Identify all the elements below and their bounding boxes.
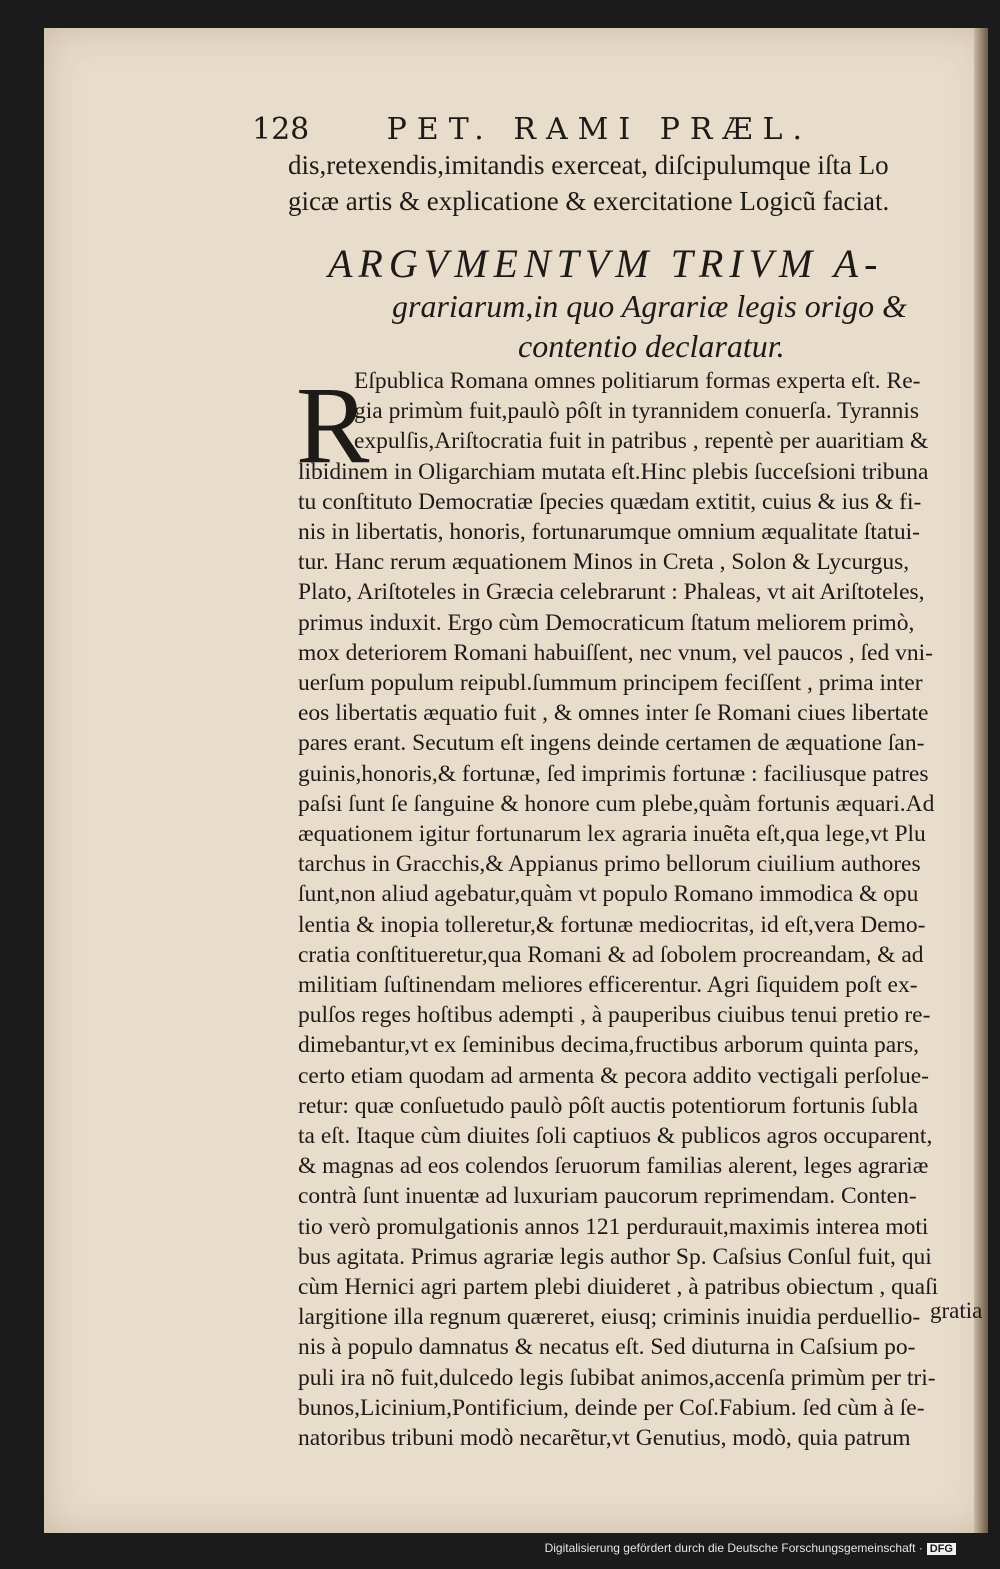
running-header xyxy=(252,112,812,147)
text-line: bunos,Licinium,Pontificium, deinde per Coſ.Fabium. ſed cùm à ſe- xyxy=(298,1394,925,1421)
text-line: Plato, Ariſtoteles in Græcia celebrarunt : Phaleas, vt ait Ariſtoteles, xyxy=(298,579,925,606)
text-line: pulſos reges hoſtibus adempti , à pauperibus ciuibus tenui pretio re- xyxy=(298,1002,931,1029)
text-line: bus agitata. Primus agrariæ legis author Sp. Caſsius Conſul fuit, qui xyxy=(298,1243,932,1270)
text-line: gia primùm fuit,paulò pôſt in tyrannidem conuerſa. Tyrannis xyxy=(354,398,920,425)
text-line: largitione illa regnum quæreret, eiusq; criminis inuidia perduellio- xyxy=(298,1304,921,1331)
dfg-logo: DFG xyxy=(927,1543,956,1555)
text-line: contrà ſunt inuentæ ad luxuriam paucorum reprimendam. Conten- xyxy=(298,1183,917,1210)
text-line: Eſpublica Romana omnes politiarum formas experta eſt. Re- xyxy=(354,368,921,394)
text-line: mox deteriorem Romani habuiſſent, nec vnum, vel paucos , ſed vni- xyxy=(298,639,933,666)
page-number: 128 xyxy=(252,112,310,147)
text-line: tur. Hanc rerum æquationem Minos in Creta , Solon & Lycurgus, xyxy=(298,549,910,576)
text-line: puli ira nõ fuit,dulcedo legis ſubibat animos,accenſa primùm per tri- xyxy=(298,1364,936,1391)
text-line: tarchus in Gracchis,& Appianus primo bellorum ciuilium authores xyxy=(298,851,921,878)
text-line: certo etiam quodam ad armenta & pecora addito vectigali perſolue- xyxy=(298,1062,929,1089)
text-line: paſsi ſunt ſe ſanguine & honore cum plebe,quàm fortunis æquari.Ad xyxy=(298,790,935,817)
text-line: dis,retexendis,imitandis exerceat, diſcipulumque iſta Lo xyxy=(288,150,889,180)
text-line: dimebantur,vt ex ſeminibus decima,fructibus arborum quinta pars, xyxy=(298,1032,919,1059)
text-line: nis in libertatis, honoris, fortunarumque omnium æqualitate ſtatui- xyxy=(298,519,920,545)
text-line: expulſis,Ariſtocratia fuit in patribus , repentè per auaritiam & xyxy=(354,428,929,455)
text-line: gicæ artis & explicatione & exercitatione Logicũ faciat. xyxy=(288,186,890,216)
text-line: tu conſtituto Democratiæ ſpecies quædam extitit, cuius & ius & fi- xyxy=(298,488,922,515)
text-line: æquationem igitur fortunarum lex agraria inuẽta eſt,qua lege,vt Plu xyxy=(298,821,926,847)
digitization-footer xyxy=(0,1541,1000,1563)
text-line: ſunt,non aliud agebatur,quàm vt populo Romano immodica & opu xyxy=(298,881,919,908)
text-line: uerſum populum reipubl.ſummum principem feciſſent , prima inter xyxy=(298,670,923,696)
text-line: ta eſt. Itaque cùm diuites ſoli captiuos & publicos agros occuparent, xyxy=(298,1123,933,1149)
section-heading-line-3: contentio declaratur. xyxy=(518,328,785,364)
running-title: PET. RAMI PRÆL. xyxy=(386,112,812,147)
drop-cap: R xyxy=(296,364,370,486)
text-line: eos libertatis æquatio fuit , & omnes inter ſe Romani ciues libertate xyxy=(298,700,929,727)
text-line: retur: quæ conſuetudo paulò pôſt auctis potentiorum fortunis ſubla xyxy=(298,1092,919,1119)
text-line: militiam ſuſtinendam meliores efficerentur. Agri ſiquidem poſt ex- xyxy=(298,972,918,998)
footer-text: Digitalisierung gefördert durch die Deutsche Forschungsgemeinschaft · xyxy=(544,1541,923,1555)
text-line: nis à populo damnatus & necatus eſt. Sed diuturna in Caſsium po- xyxy=(298,1334,916,1361)
catchword: gratia xyxy=(930,1298,983,1323)
text-line: tio verò promulgationis annos 121 perdurauit,maximis interea moti xyxy=(298,1213,929,1240)
section-heading-line-2: grariarum,in quo Agrariæ legis origo & xyxy=(392,288,908,324)
text-line: cùm Hernici agri partem plebi diuideret , à patribus obiectum , quaſi xyxy=(298,1274,939,1300)
text-line: guinis,honoris,& fortunæ, ſed imprimis fortunæ : faciliusque patres xyxy=(298,760,929,787)
text-line: cratia conſtitueretur,qua Romani & ad ſobolem procreandam, & ad xyxy=(298,941,924,968)
text-line: primus induxit. Ergo cùm Democraticum ſtatum meliorem primò, xyxy=(298,609,915,636)
section-heading-line-1: ARGVMENTVM TRIVM A- xyxy=(328,241,884,286)
text-line: & magnas ad eos colendos ſeruorum familias alerent, leges agrariæ xyxy=(298,1153,929,1180)
text-line: natoribus tribuni modò necarẽtur,vt Genutius, modò, quia patrum xyxy=(298,1425,911,1451)
text-line: lentia & inopia tolleretur,& fortunæ mediocritas, id eſt,vera Demo- xyxy=(298,911,926,938)
text-line: pares erant. Secutum eſt ingens deinde certamen de æquatione ſan- xyxy=(298,730,925,757)
text-line: libidinem in Oligarchiam mutata eſt.Hinc plebis ſucceſsioni tribuna xyxy=(298,458,929,485)
